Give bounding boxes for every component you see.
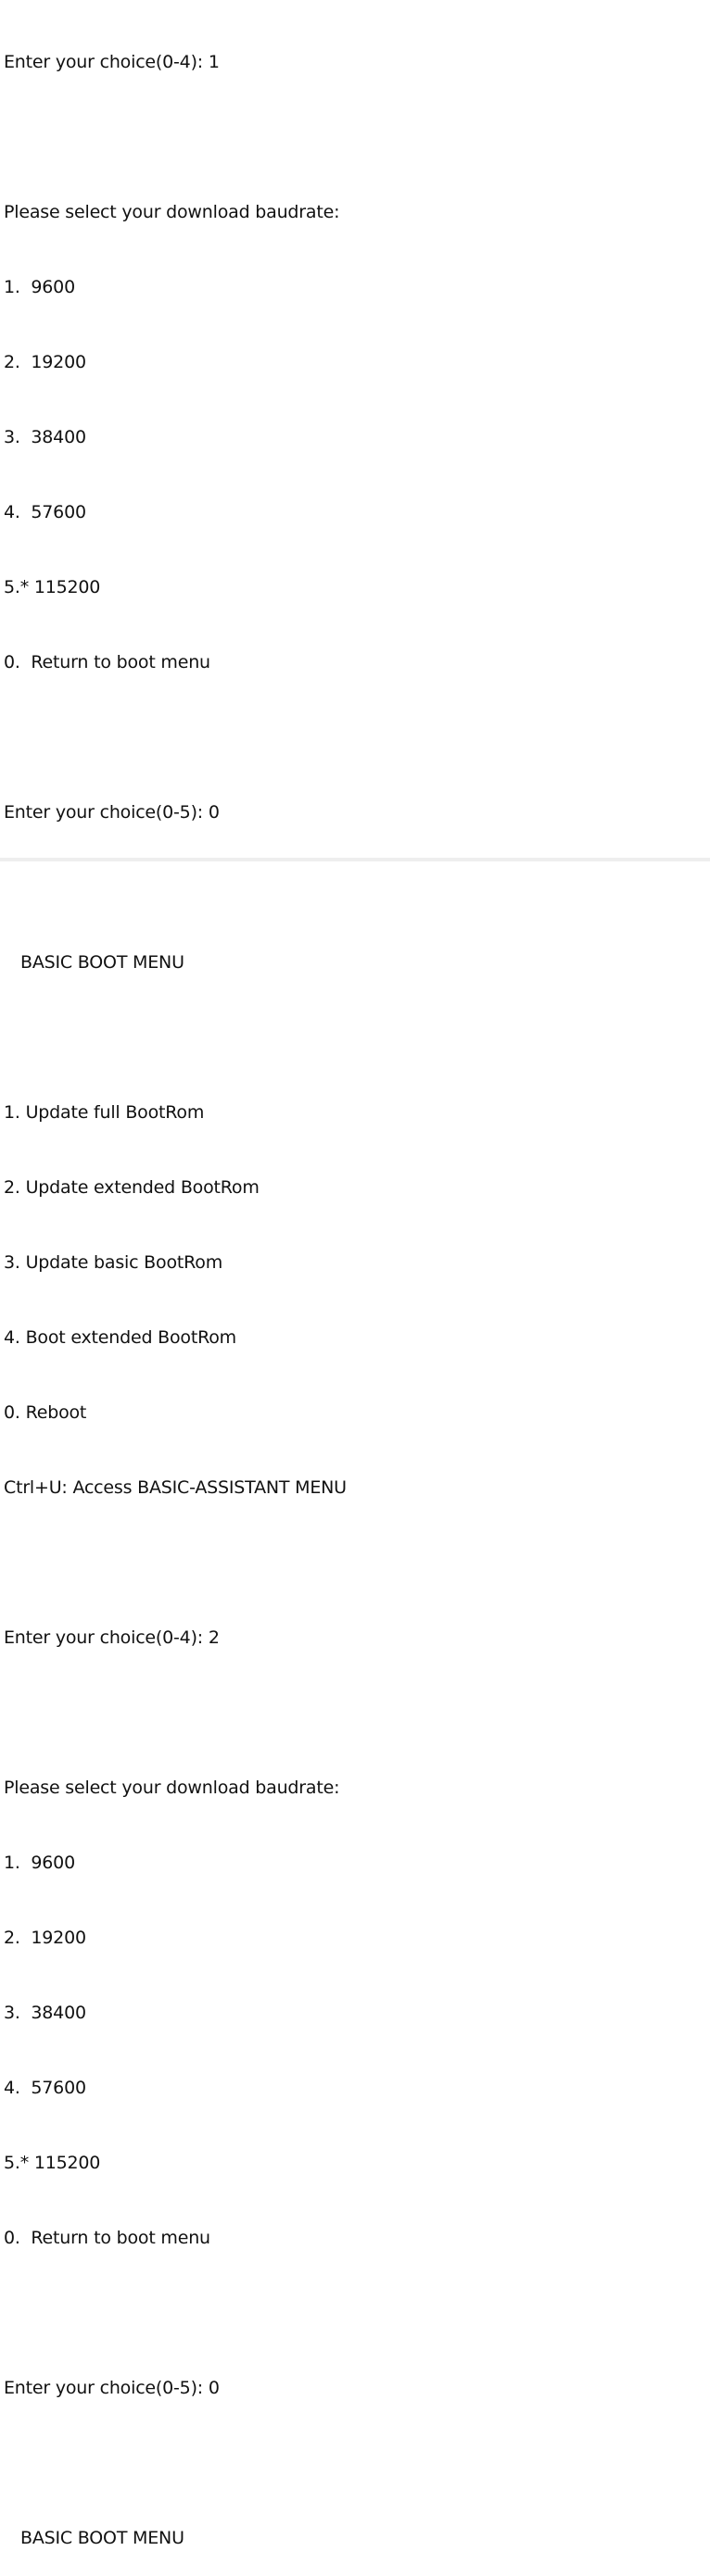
console-line: 2. 19200	[4, 1928, 86, 1948]
console-blank-line	[4, 875, 706, 900]
console-line: 1. 9600	[4, 277, 75, 297]
console-blank-line	[4, 1701, 706, 1726]
console-line: 5.* 115200	[4, 577, 101, 597]
console-line: 0. Return to boot menu	[4, 2228, 210, 2248]
console-blank-line	[4, 2451, 706, 2476]
console-blank-line	[4, 1551, 706, 1576]
menu-option: 2. Update extended BootRom	[4, 1177, 260, 1198]
console-line: 3. 38400	[4, 427, 86, 447]
console-line: 4. 57600	[4, 2078, 86, 2098]
console-line: Enter your choice(0-5): 0	[4, 802, 220, 823]
menu-option: Ctrl+U: Access BASIC-ASSISTANT MENU	[4, 1477, 347, 1498]
console-line: 2. 19200	[4, 352, 86, 372]
console-blank-line	[4, 1025, 706, 1050]
console-output	[4, 0, 706, 2576]
console-line: Please select your download baudrate:	[4, 202, 340, 222]
menu-option: 1. Update full BootRom	[4, 1102, 205, 1123]
menu-option: 4. Boot extended BootRom	[4, 1327, 236, 1348]
console-blank-line	[4, 125, 706, 150]
console-line: 3. 38400	[4, 2003, 86, 2023]
console-line: Please select your download baudrate:	[4, 1778, 340, 1798]
menu-option: 0. Reboot	[4, 1402, 87, 1423]
bottom-edge-bar	[0, 858, 710, 861]
console-blank-line	[4, 725, 706, 750]
menu-option: 3. Update basic BootRom	[4, 1252, 222, 1273]
console-line: 5.* 115200	[4, 2153, 101, 2173]
console-line: Enter your choice(0-4): 2	[4, 1627, 220, 1648]
console-blank-line	[4, 2301, 706, 2326]
console-line: Enter your choice(0-5): 0	[4, 2378, 220, 2398]
boot-menu-title: BASIC BOOT MENU	[20, 952, 184, 973]
console-line: 0. Return to boot menu	[4, 652, 210, 672]
boot-menu-title: BASIC BOOT MENU	[20, 2528, 184, 2548]
console-line: 4. 57600	[4, 502, 86, 522]
console-line: Enter your choice(0-4): 1	[4, 52, 220, 72]
console-line: 1. 9600	[4, 1853, 75, 1873]
